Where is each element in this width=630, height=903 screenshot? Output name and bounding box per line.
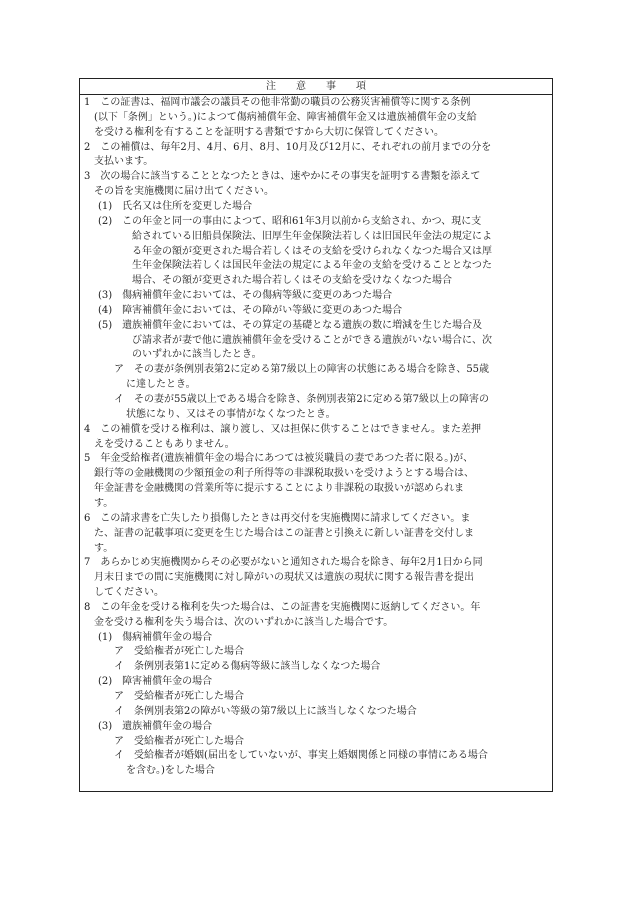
notice-line: を受ける権利を有することを証明する書類ですから大切に保管してください。 <box>94 126 444 138</box>
notice-line: 状態になり、又はその事情がなくなつたとき。 <box>126 408 336 420</box>
notice-line: イ 条例別表第1に定める傷病等級に該当しなくなつた場合 <box>114 661 381 673</box>
notice-line: 8 この年金を受ける権利を失つた場合は、この証書を実施機関に返納してください。年 <box>84 601 481 613</box>
notice-line: ア 受給権者が死亡した場合 <box>114 646 244 658</box>
notice-line: (4) 障害補償年金においては、その障がい等級に変更のあつた場合 <box>98 304 403 316</box>
notice-line: (3) 傷病補償年金においては、その傷病等級に変更のあつた場合 <box>98 290 393 302</box>
notice-line: 3 次の場合に該当することとなつたときは、速やかにその事実を証明する書類を添えて <box>84 171 481 183</box>
notice-title: 注 意 事 項 <box>80 79 552 95</box>
notice-line: 2 この補償は、毎年2月、4月、6月、8月、10月及び12月に、それぞれの前月までの分を <box>84 141 492 153</box>
notice-line: イ 条例別表第2の障がい等級の第7級以上に該当しなくなつた場合 <box>114 705 417 717</box>
notice-line: (2) 障害補償年金の場合 <box>98 676 213 688</box>
notice-line: 給されている旧船員保険法、旧厚生年金保険法若しくは旧国民年金法の規定によ <box>132 230 492 242</box>
notice-line: 生年金保険法若しくは国民年金法の規定による年金の支給を受けることとなつた <box>132 260 492 272</box>
notice-line: (以下「条例」という。)によつて傷病補償年金、障害補償年金又は遺族補償年金の支給 <box>94 111 477 123</box>
notice-line: 金を受ける権利を失う場合は、次のいずれかに該当した場合です。 <box>94 616 394 628</box>
notice-line: す。 <box>94 542 114 554</box>
notice-line: る年金の額が変更された場合若しくはその支給を受けられなくなつた場合又は厚 <box>132 245 492 257</box>
notice-line: 1 この証書は、福岡市議会の議員その他非常勤の職員の公務災害補償等に関する条例 <box>84 97 471 108</box>
notice-line: を含む。)をした場合 <box>126 765 215 777</box>
notice-line: (3) 遺族補償年金の場合 <box>98 720 213 732</box>
notice-line: 年金証書を金融機関の営業所等に提示することにより非課税の取扱いが認められま <box>94 483 464 495</box>
notice-line: 場合、その額が変更された場合若しくはその支給を受けなくなつた場合 <box>132 275 452 287</box>
notice-line: 銀行等の金融機関の少額預金の利子所得等の非課税取扱いを受けようとする場合は、 <box>94 468 474 480</box>
notice-line: た、証書の記載事項に変更を生じた場合はこの証書と引換えに新しい証書を交付しま <box>94 527 474 539</box>
notice-line: 7 あらかじめ実施機関からその必要がないと通知された場合を除き、毎年2月1日から同 <box>84 557 483 569</box>
notice-line: (1) 傷病補償年金の場合 <box>98 631 213 643</box>
notice-line: 6 この請求書を亡失したり損傷したときは再交付を実施機関に請求してください。ま <box>84 512 471 524</box>
notice-line: ア その妻が条例別表第2に定める第7級以上の障害の状態にある場合を除き、55歳 <box>114 364 490 376</box>
notice-line: イ 受給権者が婚姻(届出をしていないが、事実上婚姻関係と同様の事情にある場合 <box>114 750 488 762</box>
notice-line: に達したとき。 <box>126 379 196 391</box>
notice-line: ア 受給権者が死亡した場合 <box>114 735 244 747</box>
notice-line: (1) 氏名又は住所を変更した場合 <box>98 200 253 212</box>
notice-line: してください。 <box>94 587 164 599</box>
notice-line: (5) 遺族補償年金においては、その算定の基礎となる遺族の数に増減を生じた場合及 <box>98 319 483 331</box>
notice-line: す。 <box>94 497 114 509</box>
notice-frame <box>79 78 553 792</box>
notice-line: のいずれかに該当したとき。 <box>132 349 262 361</box>
notice-line: 支払います。 <box>94 156 154 168</box>
notice-line: 月末日までの間に実施機関に対し障がいの現状又は遺族の現状に関する報告書を提出 <box>94 572 474 584</box>
notice-line: 4 この補償を受ける権利は、譲り渡し、又は担保に供することはできません。また差押 <box>84 423 481 435</box>
notice-line: その旨を実施機関に届け出てください。 <box>94 186 274 198</box>
notice-line: イ その妻が55歳以上である場合を除き、条例別表第2に定める第7級以上の障害の <box>114 394 490 405</box>
notice-line: ア 受給権者が死亡した場合 <box>114 691 244 702</box>
notice-line: 5 年金受給権者(遺族補償年金の場合にあつては被災職員の妻であつた者に限る。)が、 <box>84 453 474 465</box>
notice-line: えを受けることもありません。 <box>94 438 235 450</box>
notice-line: (2) この年金と同一の事由によつて、昭和61年3月以前から支給され、かつ、現に支 <box>98 215 482 227</box>
notice-line: び請求者が妻で他に遺族補償年金を受けることができる遺族がいない場合に、次 <box>132 334 492 346</box>
